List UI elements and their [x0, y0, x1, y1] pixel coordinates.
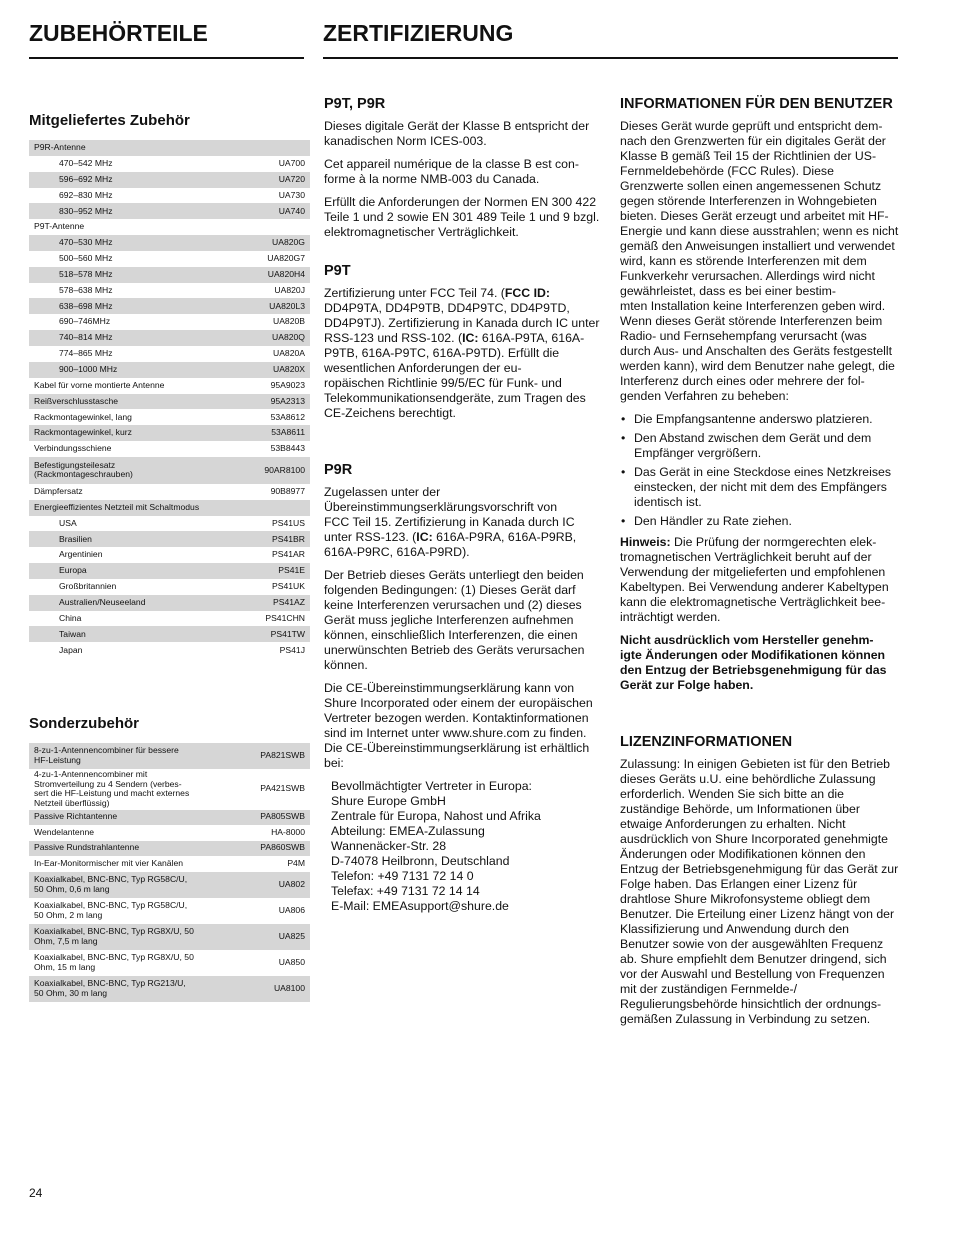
- optional-accessory-part-number: UA8100: [230, 976, 310, 1002]
- p9r-title: P9R: [324, 462, 353, 478]
- list-item: • Den Abstand zwischen dem Gerät und dem Empfänger vergrößern.: [634, 431, 900, 461]
- table-row: [29, 362, 310, 378]
- accessory-name: Taiwan: [29, 626, 230, 642]
- optional-accessory-part-number: PA860SWB: [230, 841, 310, 857]
- accessory-name: 774–865 MHz: [29, 346, 230, 362]
- accessory-part-number: [230, 500, 310, 516]
- table-row: [29, 547, 310, 563]
- optional-accessory-part-number: UA806: [230, 898, 310, 924]
- accessory-name: Verbindungsschiene: [29, 441, 230, 457]
- accessory-part-number: UA730: [230, 188, 310, 204]
- p9t-p9r-paragraph-2: Cet appareil numérique de la classe B est con- forme à la norme NMB-003 du Canada.: [324, 157, 579, 186]
- interference-remedies-list: [620, 412, 900, 529]
- p9t-title: P9T: [324, 263, 351, 279]
- accessory-name: 692–830 MHz: [29, 188, 230, 204]
- accessory-name: 740–814 MHz: [29, 330, 230, 346]
- accessory-part-number: PS41BR: [230, 531, 310, 547]
- table-row: [29, 825, 310, 841]
- table-row: [29, 976, 310, 1002]
- accessory-name: Großbritannien: [29, 579, 230, 595]
- optional-accessory-part-number: UA850: [230, 950, 310, 976]
- accessory-name: China: [29, 611, 230, 627]
- accessory-part-number: PS41US: [230, 516, 310, 532]
- optional-accessory-name: Passive Richtantenne: [29, 810, 230, 826]
- table-row: [29, 425, 310, 441]
- accessory-part-number: UA720: [230, 172, 310, 188]
- accessory-part-number: 90AR8100: [230, 457, 310, 484]
- modification-warning: Nicht ausdrücklich vom Hersteller genehm- igte Änderungen oder Modifikationen können den Entzug der Betriebsgenehmigung für das Gerät zur Folge haben.: [620, 633, 887, 692]
- list-item: • Das Gerät in eine Steckdose eines Netzkreises einstecken, der nicht mit dem des Empfängers identisch ist.: [634, 465, 900, 510]
- table-row: [29, 642, 310, 658]
- right-column: [620, 95, 900, 1035]
- p9r-paragraph-2: Der Betrieb dieses Geräts unterliegt den beiden folgenden Bedingungen: (1) Dieses Gerät darf keine Interferenzen verursachen und (2) dieses Gerät muss jegliche Interferenzen aufnehmen können, einschließlich Interferenzen, die einen unerwünschten Betrieb des Geräts verursachen können.: [324, 568, 585, 672]
- fcc-id-label: FCC ID:: [504, 286, 550, 300]
- table-row: [29, 872, 310, 898]
- middle-column: [324, 95, 604, 922]
- optional-accessory-name: Koaxialkabel, BNC-BNC, Typ RG8X/U, 50 Ohm, 15 m lang: [29, 950, 230, 976]
- table-row: [29, 235, 310, 251]
- p9r-ic-label: IC:: [416, 530, 433, 544]
- optional-accessory-part-number: PA805SWB: [230, 810, 310, 826]
- accessory-name: Brasilien: [29, 531, 230, 547]
- accessory-part-number: PS41J: [230, 642, 310, 658]
- ic-label: IC:: [462, 331, 479, 345]
- license-info-title: LIZENZINFORMATIONEN: [620, 734, 793, 750]
- p9t-text-1: Zertifizierung unter FCC Teil 74. (: [324, 286, 505, 300]
- accessory-part-number: PS41AR: [230, 547, 310, 563]
- table-row: [29, 743, 310, 769]
- accessory-part-number: 53B8443: [230, 441, 310, 457]
- table-row: [29, 579, 310, 595]
- accessory-part-number: PS41TW: [230, 626, 310, 642]
- header-divider-left: [29, 57, 304, 59]
- accessory-part-number: 95A2313: [230, 394, 310, 410]
- accessory-name: P9R-Antenne: [29, 140, 230, 156]
- accessory-name: Befestigungsteilesatz (Rackmontageschrauben): [29, 457, 230, 484]
- optional-accessory-name: Wendelantenne: [29, 825, 230, 841]
- accessory-name: P9T-Antenne: [29, 219, 230, 235]
- optional-accessory-name: Koaxialkabel, BNC-BNC, Typ RG58C/U, 50 Ohm, 2 m lang: [29, 898, 230, 924]
- table-row: [29, 841, 310, 857]
- table-row: [29, 409, 310, 425]
- section-header-certification: ZERTIFIZIERUNG: [323, 20, 514, 46]
- accessory-part-number: PS41AZ: [230, 595, 310, 611]
- accessory-part-number: UA820L3: [230, 298, 310, 314]
- accessory-part-number: UA820B: [230, 314, 310, 330]
- accessory-part-number: UA740: [230, 203, 310, 219]
- table-row: [29, 531, 310, 547]
- supplied-accessories-table: [29, 140, 310, 658]
- p9t-p9r-paragraph-1: Dieses digitale Gerät der Klasse B entspricht der kanadischen Norm ICES-003.: [324, 119, 590, 148]
- accessory-part-number: [230, 219, 310, 235]
- accessory-name: 518–578 MHz: [29, 267, 230, 283]
- p9r-text-1: Zugelassen unter der Übereinstimmungserklärungsvorschrift von FCC Teil 15. Zertifizierung in Kanada durch IC unter RSS-123. (: [324, 485, 575, 544]
- optional-accessory-part-number: P4M: [230, 856, 310, 872]
- accessory-part-number: UA820H4: [230, 267, 310, 283]
- table-row: [29, 457, 310, 484]
- optional-accessory-part-number: PA421SWB: [230, 769, 310, 810]
- list-item: • Die Empfangsantenne anderswo platzieren.: [634, 412, 900, 427]
- accessory-part-number: UA820G7: [230, 251, 310, 267]
- accessory-name: 638–698 MHz: [29, 298, 230, 314]
- table-row: [29, 298, 310, 314]
- table-row: [29, 856, 310, 872]
- table-row: [29, 950, 310, 976]
- p9r-paragraph-1: [324, 485, 604, 560]
- p9t-p9r-paragraph-3: Erfüllt die Anforderungen der Normen EN 300 422 Teile 1 und 2 sowie EN 301 489 Teile 1 und 9 bzgl. elektromagnetischer Verträglichkeit.: [324, 195, 600, 239]
- table-row: [29, 156, 310, 172]
- header-divider-right: [323, 57, 898, 59]
- accessory-part-number: 95A9023: [230, 378, 310, 394]
- license-info-paragraph: Zulassung: In einigen Gebieten ist für den Betrieb dieses Geräts u.U. eine behördliche Zulassung erforderlich. Wenden Sie sich bitte an die zuständige Behörde, um Informationen über etwaige Anforderungen zu erhalten. Nicht ausdrücklich von Shure Incorporated genehmigte Änderungen oder Modifikationen können den Entzug der Betriebsgenehmigung für das Gerät zur Folge haben. Das Erlangen einer Lizenz für drahtlose Shure Mikrofonsysteme obliegt dem Benutzer. Die Erteilung einer Lizenz hängt von der Klassifizierung und Anwendung durch den Benutzer sowie von der ausgewählten Frequenz ab. Shure empfiehlt dem Benutzer dringend, sich vor der Auswahl und Bestellung von Frequenzen mit der zuständigen Fernmelde-/ Regulierungsbehörde hinsichtlich der ordnungs- gemäßen Zulassung in Verbindung zu setzen.: [620, 757, 899, 1026]
- table-row: [29, 267, 310, 283]
- table-row: [29, 924, 310, 950]
- optional-accessory-part-number: PA821SWB: [230, 743, 310, 769]
- accessory-name: 900–1000 MHz: [29, 362, 230, 378]
- section-header-accessories: ZUBEHÖRTEILE: [29, 20, 208, 46]
- note-text: Die Prüfung der normgerechten elek- tromagnetischen Verträglichkeit beruht auf der Verwendung der mitgelieferten und empfohlenen Kabeltypen. Bei Verwendung anderer Kabeltypen kann die elektromagnetische Verträglichkeit bee- inträchtigt werden.: [620, 535, 889, 624]
- table-row: [29, 484, 310, 500]
- table-row: [29, 810, 310, 826]
- accessory-part-number: UA820X: [230, 362, 310, 378]
- table-row: [29, 595, 310, 611]
- accessory-part-number: PS41E: [230, 563, 310, 579]
- optional-accessory-name: Koaxialkabel, BNC-BNC, Typ RG213/U, 50 Ohm, 30 m lang: [29, 976, 230, 1002]
- accessory-name: 690–746MHz: [29, 314, 230, 330]
- p9t-text-2: DD4P9TA, DD4P9TB, DD4P9TC, DD4P9TD, DD4P9TJ). Zertifizierung in Kanada durch IC unter RSS-123 und RSS-102. (: [324, 301, 600, 345]
- note-paragraph: [620, 535, 900, 625]
- accessory-name: 578–638 MHz: [29, 283, 230, 299]
- list-item: • Den Händler zu Rate ziehen.: [634, 514, 900, 529]
- accessory-part-number: PS41CHN: [230, 611, 310, 627]
- table-row: [29, 500, 310, 516]
- accessory-part-number: UA820G: [230, 235, 310, 251]
- optional-accessory-name: 4-zu-1-Antennencombiner mit Stromverteilung zu 4 Sendern (verbes- sert die HF-Leistung und macht externes Netzteil überflüssig): [29, 769, 230, 810]
- note-label: Hinweis:: [620, 535, 671, 549]
- accessory-name: Japan: [29, 642, 230, 658]
- accessory-name: 596–692 MHz: [29, 172, 230, 188]
- table-row: [29, 441, 310, 457]
- page-number: 24: [29, 1186, 43, 1200]
- table-row: [29, 563, 310, 579]
- table-row: [29, 172, 310, 188]
- p9r-text-2: 616A-P9RA, 616A-P9RB, 616A-P9RC, 616A-P9RD).: [324, 530, 577, 559]
- optional-accessory-part-number: UA802: [230, 872, 310, 898]
- accessory-name: 470–542 MHz: [29, 156, 230, 172]
- user-info-paragraph: Dieses Gerät wurde geprüft und entspricht dem- nach den Grenzwerten für ein digitales Gerät der Klasse B gemäß Teil 15 der Richtlinien der US-Fernmeldebehörde (FCC Rules). Diese Grenzwerte sollen einen angemessenen Schutz gegen störende Interferenzen in Wohngebieten bieten. Dieses Gerät erzeugt und arbeitet mit HF-Energie und kann diese ausstrahlen; wenn es nicht gemäß den Anweisungen installiert und verwendet wird, kann es störende Interferenzen mit dem Funkverkehr verursachen. Allerdings wird nicht gewährleistet, dass es bei einer bestim- mten Installation keine Interferenzen geben wird. Wenn dieses Gerät störende Interferenzen beim Radio- und Fernsehempfang verursacht (was durch Aus- und Anschalten des Geräts festgestellt werden kann), wird dem Benutzer nahe gelegt, die Interferenz durch eines oder mehrere der fol- genden Verfahren zu beheben:: [620, 119, 899, 403]
- optional-accessory-name: Koaxialkabel, BNC-BNC, Typ RG58C/U, 50 Ohm, 0,6 m lang: [29, 872, 230, 898]
- table-row: [29, 611, 310, 627]
- accessory-name: 500–560 MHz: [29, 251, 230, 267]
- accessory-part-number: 90B8977: [230, 484, 310, 500]
- optional-accessory-name: In-Ear-Monitormischer mit vier Kanälen: [29, 856, 230, 872]
- table-row: [29, 140, 310, 156]
- accessory-name: Rackmontagewinkel, lang: [29, 409, 230, 425]
- eu-representative-address: Bevollmächtigter Vertreter in Europa: Shure Europe GmbH Zentrale für Europa, Nahost und Afrika Abteilung: EMEA-Zulassung Wannenäcker-Str. 28 D-74078 Heilbronn, Deutschland Telefon: +49 7131 72 14 0 Telefax: +49 7131 72 14 14 E-Mail: EMEAsupport@shure.de: [331, 779, 541, 913]
- table-row: [29, 219, 310, 235]
- accessory-name: Reißverschlusstasche: [29, 394, 230, 410]
- p9r-paragraph-3: Die CE-Übereinstimmungserklärung kann von Shure Incorporated oder einem der europäischen Vertreter bezogen werden. Kontaktinformationen sind im Internet unter www.shure.com zu finden. Die CE-Übereinstimmungserklärung ist erhältlich bei:: [324, 681, 593, 770]
- optional-accessory-name: Passive Rundstrahlantenne: [29, 841, 230, 857]
- accessory-part-number: UA700: [230, 156, 310, 172]
- accessory-name: Argentinien: [29, 547, 230, 563]
- supplied-accessories-title: Mitgeliefertes Zubehör: [29, 112, 190, 129]
- accessory-name: USA: [29, 516, 230, 532]
- accessory-part-number: PS41UK: [230, 579, 310, 595]
- accessory-name: Kabel für vorne montierte Antenne: [29, 378, 230, 394]
- table-row: [29, 330, 310, 346]
- p9t-paragraph: [324, 286, 604, 421]
- accessory-part-number: UA820J: [230, 283, 310, 299]
- table-row: [29, 626, 310, 642]
- accessory-part-number: 53A8611: [230, 425, 310, 441]
- accessory-name: 830–952 MHz: [29, 203, 230, 219]
- accessory-part-number: 53A8612: [230, 409, 310, 425]
- accessory-name: Europa: [29, 563, 230, 579]
- optional-accessory-part-number: UA825: [230, 924, 310, 950]
- user-info-title: INFORMATIONEN FÜR DEN BENUTZER: [620, 96, 893, 112]
- accessory-part-number: [230, 140, 310, 156]
- table-row: [29, 188, 310, 204]
- table-row: [29, 769, 310, 810]
- table-row: [29, 314, 310, 330]
- table-row: [29, 394, 310, 410]
- optional-accessory-name: 8-zu-1-Antennencombiner für bessere HF-Leistung: [29, 743, 230, 769]
- table-row: [29, 378, 310, 394]
- table-row: [29, 898, 310, 924]
- accessory-name: Australien/Neuseeland: [29, 595, 230, 611]
- table-row: [29, 516, 310, 532]
- table-row: [29, 346, 310, 362]
- optional-accessories-title: Sonderzubehör: [29, 715, 140, 732]
- table-row: [29, 203, 310, 219]
- accessory-part-number: UA820Q: [230, 330, 310, 346]
- table-row: [29, 251, 310, 267]
- accessory-name: 470–530 MHz: [29, 235, 230, 251]
- accessory-part-number: UA820A: [230, 346, 310, 362]
- p9t-p9r-title: P9T, P9R: [324, 96, 386, 112]
- p9t-text-3: 616A-P9TA, 616A-P9TB, 616A-P9TC, 616A-P9TD). Erfüllt die wesentlichen Anforderungen der eu- ropäischen Richtlinie 99/5/EC für Funk- und Telekommunikationsendgeräte, zum Tragen des CE-Zeichens berechtigt.: [324, 331, 586, 420]
- accessory-name: Energieeffizientes Netzteil mit Schaltmodus: [29, 500, 230, 516]
- accessory-name: Rackmontagewinkel, kurz: [29, 425, 230, 441]
- optional-accessory-part-number: HA-8000: [230, 825, 310, 841]
- optional-accessory-name: Koaxialkabel, BNC-BNC, Typ RG8X/U, 50 Ohm, 7,5 m lang: [29, 924, 230, 950]
- table-row: [29, 283, 310, 299]
- optional-accessories-table: [29, 743, 310, 1002]
- accessory-name: Dämpfersatz: [29, 484, 230, 500]
